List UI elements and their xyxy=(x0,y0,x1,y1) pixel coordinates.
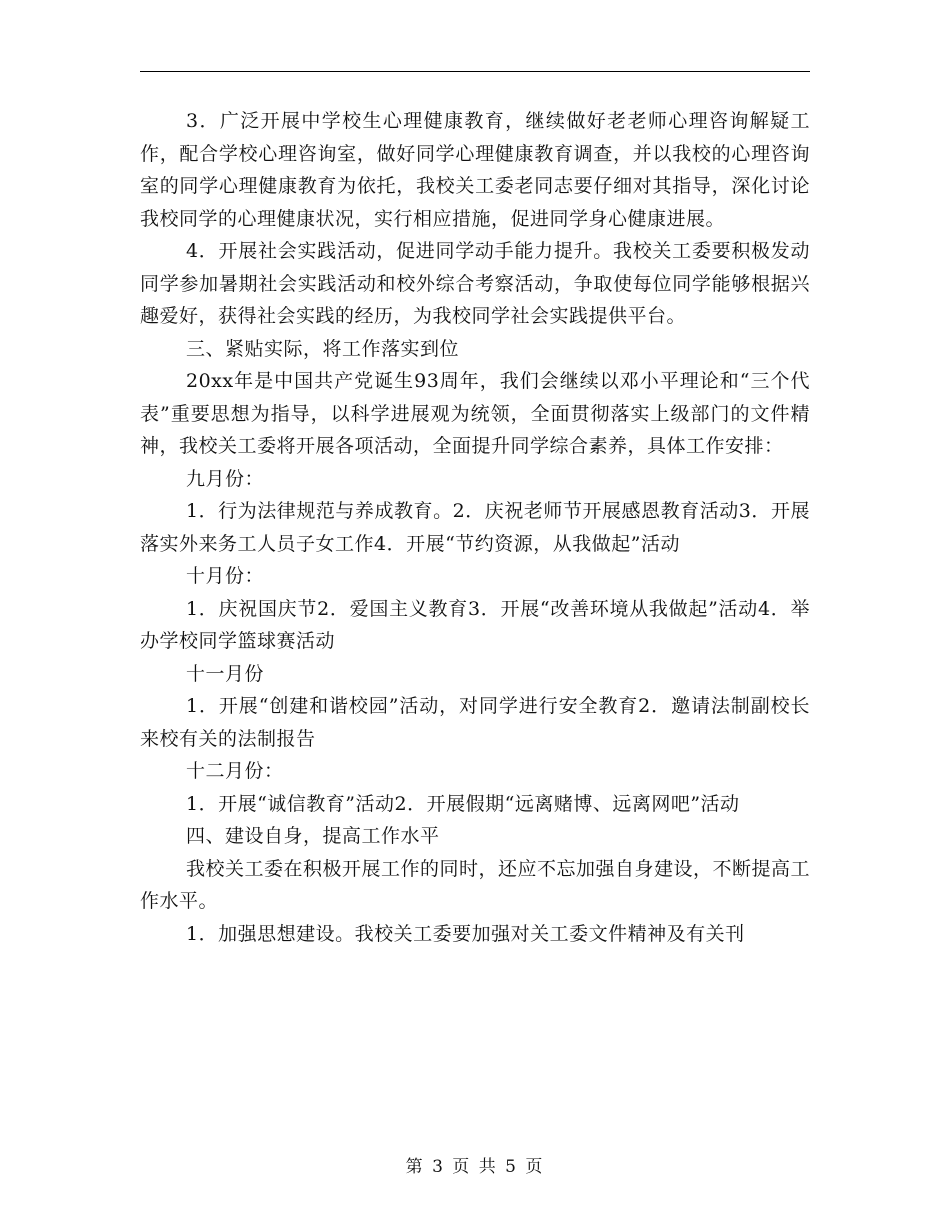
header-rule xyxy=(140,71,810,72)
month-plan-november: 1．开展“创建和谐校园”活动，对同学进行安全教育2．邀请法制副校长来校有关的法制报告 xyxy=(140,695,810,750)
section-heading-3: 三、紧贴实际，将工作落实到位 xyxy=(186,337,460,360)
paragraph-self-building: 我校关工委在积极开展工作的同时，还应不忘加强自身建设，不断提高工作水平。 xyxy=(140,857,811,912)
paragraph-intro: 20xx年是中国共产党诞生93周年，我们会继续以邓小平理论和“三个代表”重要思想为指导，以科学进展观为统领，全面贯彻落实上级部门的文件精神，我校关工委将开展各项活动，全面提升同学综合素养，具体工作安排： xyxy=(140,370,810,457)
section-heading-4: 四、建设自身，提高工作水平 xyxy=(186,825,440,847)
paragraph-thought-building: 1．加强思想建设。我校关工委要加强对关工委文件精神及有关刊 xyxy=(186,922,745,945)
document-body xyxy=(140,105,810,950)
month-plan-october: 1．庆祝国庆节2．爱国主义教育3．开展“改善环境从我做起”活动4．举办学校同学篮球赛活动 xyxy=(140,597,810,652)
page-number-footer: 第 3 页 共 5 页 xyxy=(405,1157,545,1177)
month-plan-december: 1．开展“诚信教育”活动2．开展假期“远离赌博、远离网吧”活动 xyxy=(186,792,740,815)
month-label-december: 十二月份： xyxy=(186,760,284,782)
paragraph-item-4: 4．开展社会实践活动，促进同学动手能力提升。我校关工委要积极发动同学参加暑期社会实践活动和校外综合考察活动，争取使每位同学能够根据兴趣爱好，获得社会实践的经历，为我校同学社会实践提供平台。 xyxy=(140,240,810,327)
paragraph-item-3: 3．广泛开展中学校生心理健康教育，继续做好老老师心理咨询解疑工作，配合学校心理咨询室，做好同学心理健康教育调查，并以我校的心理咨询室的同学心理健康教育为依托，我校关工委老同志要仔细对其指导，深化讨论我校同学的心理健康状况，实行相应措施，促进同学身心健康进展。 xyxy=(140,110,810,230)
month-label-september: 九月份： xyxy=(186,467,265,490)
month-plan-september: 1．行为法律规范与养成教育。2．庆祝老师节开展感恩教育活动3．开展落实外来务工人员子女工作4．开展“节约资源，从我做起”活动 xyxy=(140,500,810,555)
month-label-october: 十月份： xyxy=(186,565,265,587)
month-label-november: 十一月份 xyxy=(186,662,265,685)
